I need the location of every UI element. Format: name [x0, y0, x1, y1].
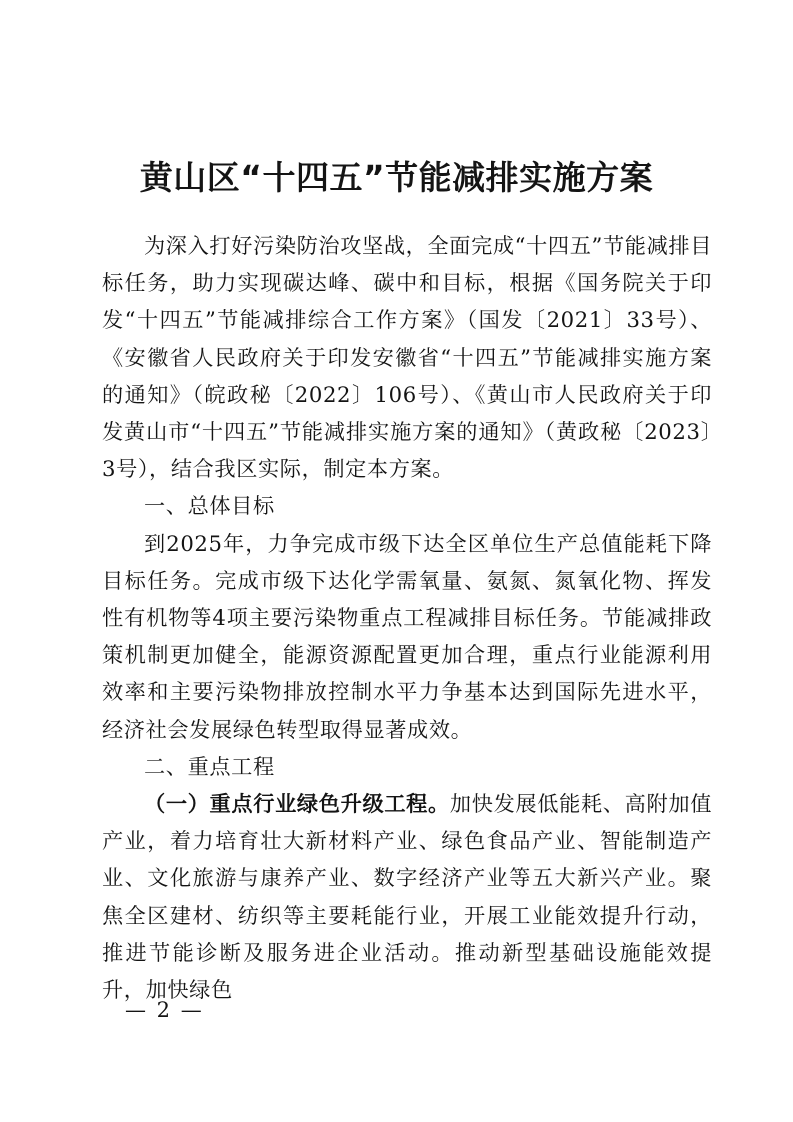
project-one-lead: （一）重点行业绿色升级工程。 [144, 791, 450, 817]
document-body [102, 227, 712, 1008]
page-number: — 2 — [125, 998, 204, 1022]
document-title: 黄山区“十四五”节能减排实施方案 [139, 158, 654, 197]
project-one-body: 加快发展低能耗、高附加值产业，着力培育壮大新材料产业、绿色食品产业、智能制造产业、文化旅游与康养产业、数字经济产业等五大新兴产业。聚焦全区建材、纺织等主要耗能行业，开展工业能效提升行动，推进节能诊断及服务进企业活动。推动新型基础设施能效提升，加快绿色 [102, 791, 712, 1003]
project-one-paragraph [102, 785, 712, 1008]
intro-paragraph: 为深入打好污染防治攻坚战，全面完成“十四五”节能减排目标任务，助力实现碳达峰、碳中和目标，根据《国务院关于印发“十四五”节能减排综合工作方案》（国发〔2021〕33号）、《安徽省人民政府关于印发安徽省“十四五”节能减排实施方案的通知》（皖政秘〔2022〕106号）、《黄山市人民政府关于印发黄山市“十四五”节能减排实施方案的通知》（黄政秘〔2023〕3号），结合我区实际，制定本方案。 [102, 233, 712, 482]
section-heading-key-projects: 二、重点工程 [144, 753, 275, 779]
goals-paragraph: 到2025年，力争完成市级下达全区单位生产总值能耗下降目标任务。完成市级下达化学需氧量、氨氮、氮氧化物、挥发性有机物等4项主要污染物重点工程减排目标任务。节能减排政策机制更加健全，能源资源配置更加合理，重点行业能源利用效率和主要污染物排放控制水平力争基本达到国际先进水平，经济社会发展绿色转型取得显著成效。 [102, 530, 712, 742]
section-heading-overall-goals: 一、总体目标 [144, 493, 275, 519]
